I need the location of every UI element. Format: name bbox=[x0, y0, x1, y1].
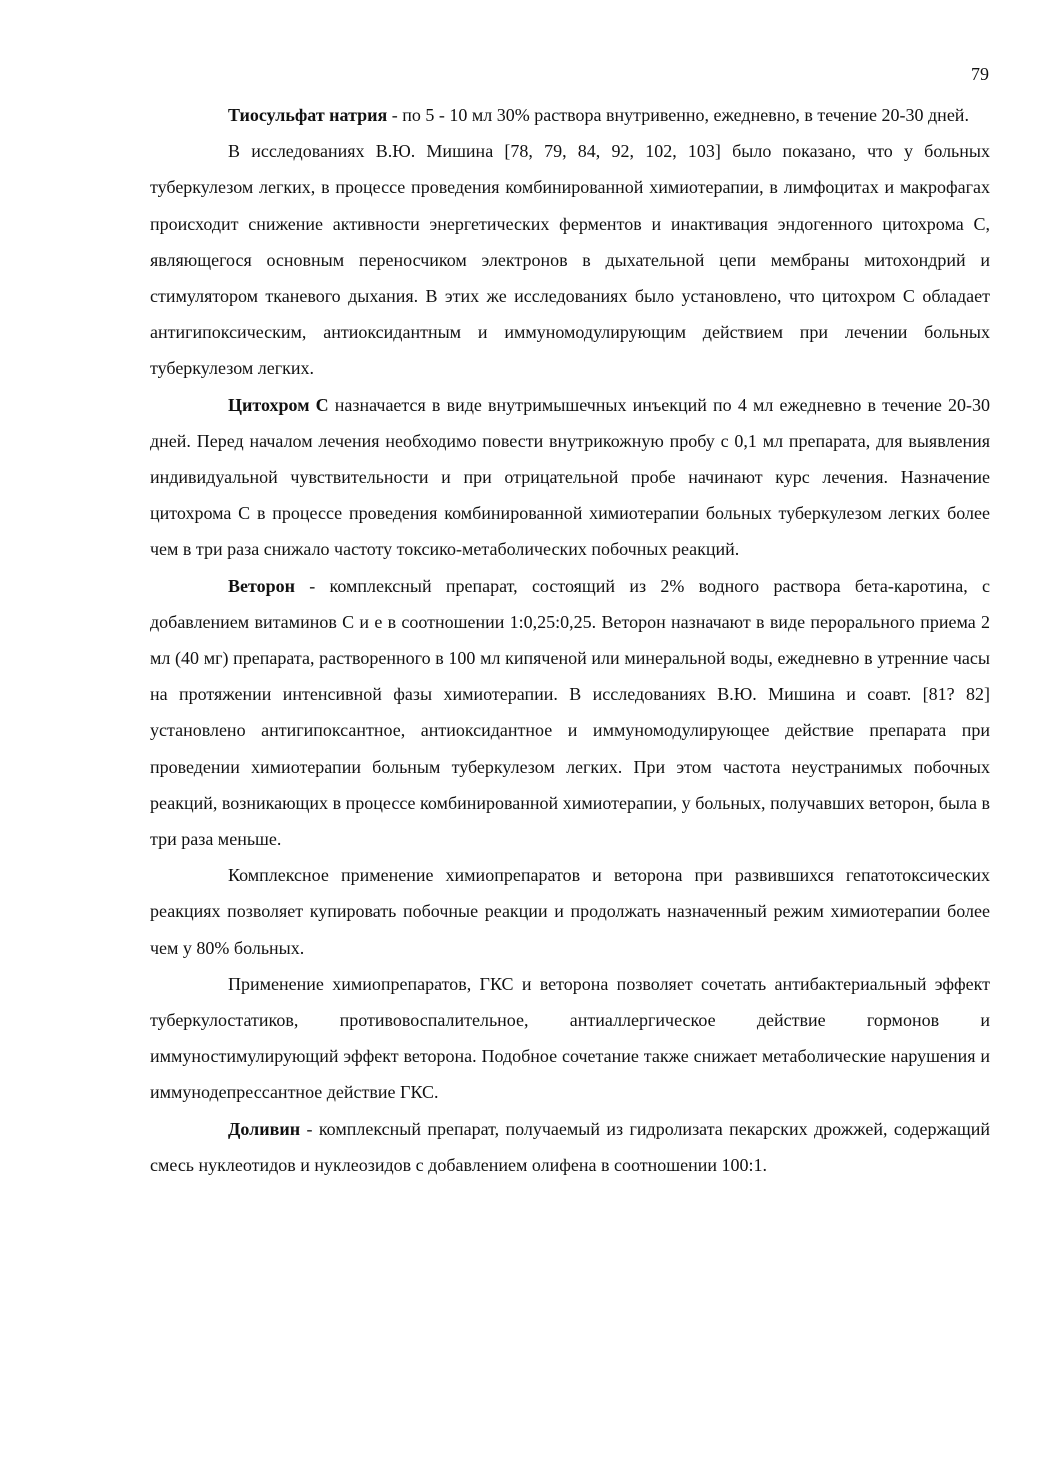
paragraph-text: - по 5 - 10 мл 30% раствора внутривенно, ежедневно, в течение 20-30 дней. bbox=[387, 105, 969, 125]
drug-name-sodium-thiosulfate: Тиосульфат натрия bbox=[228, 105, 388, 125]
paragraph-text: назначается в виде внутримышечных инъекций по 4 мл ежедневно в течение 20-30 дней. Перед началом лечения необходимо повести внутрикожную пробу с 0,1 мл препарата, для выявления индивидуальной чувствительности и при отрицательной пробе начинают курс лечения. Назначение цитохрома С в процессе проведения комбинированной химиотерапии больных туберкулезом легких более чем в три раза снижало частоту токсико-метаболических побочных реакций. bbox=[150, 394, 990, 560]
drug-name-veteron: Веторон bbox=[228, 575, 295, 596]
paragraph-cytochrome-c bbox=[150, 387, 990, 568]
paragraph-text: В исследованиях В.Ю. Мишина [78, 79, 84, 92, 102, 103] было показано, что у больных туберкулезом легких, в процессе проведения комбинированной химиотерапии, в лимфоцитах и макрофагах происходит снижение активности энергетических ферментов и инактивация эндогенного цитохрома С, являющегося основным переносчиком электронов в дыхательной цепи мембраны митохондрий и стимулятором тканевого дыхания. В этих же исследованиях было установлено, что цитохром С обладает антигипоксическим, антиоксидантным и иммуномодулирующим действием при лечении больных туберкулезом легких. bbox=[150, 141, 990, 379]
paragraph-text: - комплексный препарат, получаемый из гидролизата пекарских дрожжей, содержащий смесь нуклеотидов и нуклеозидов с добавлением олифена в соотношении 100:1. bbox=[150, 1118, 990, 1175]
paragraph-mishin-research bbox=[150, 133, 990, 386]
paragraph-dolivin bbox=[150, 1111, 990, 1183]
document-body bbox=[150, 97, 990, 1183]
paragraph-veteron bbox=[150, 568, 990, 858]
paragraph-complex-application bbox=[150, 857, 990, 966]
paragraph-combination-gks bbox=[150, 966, 990, 1111]
drug-name-dolivin: Доливин bbox=[228, 1118, 301, 1139]
page-number: 79 bbox=[971, 64, 989, 84]
paragraph-sodium-thiosulfate bbox=[150, 97, 990, 133]
paragraph-text: - комплексный препарат, состоящий из 2% водного раствора бета-каротина, с добавлением витаминов С и е в соотношении 1:0,25:0,25. Веторон назначают в виде перорального приема 2 мл (40 мг) препарата, растворенного в 100 мл кипяченой или минеральной воды, ежедневно в утренние часы на протяжении интенсивной фазы химиотерапии. В исследованиях В.Ю. Мишина и соавт. [81? 82] установлено антигипоксантное, антиоксидантное и иммуномодулирующее действие препарата при проведении химиотерапии больным туберкулезом легких. При этом частота неустранимых побочных реакций, возникающих в процессе комбинированной химиотерапии, у больных, получавших веторон, была в три раза меньше. bbox=[150, 575, 990, 850]
drug-name-cytochrome-c: Цитохром С bbox=[228, 394, 329, 415]
paragraph-text: Применение химиопрепаратов, ГКС и веторона позволяет сочетать антибактериальный эффект туберкулостатиков, противовоспалительное, антиаллергическое действие гормонов и иммуностимулирующий эффект веторона. Подобное сочетание также снижает метаболические нарушения и иммунодепрессантное действие ГКС. bbox=[150, 973, 990, 1103]
paragraph-text: Комплексное применение химиопрепаратов и веторона при развившихся гепатотоксических реакциях позволяет купировать побочные реакции и продолжать назначенный режим химиотерапии более чем у 80% больных. bbox=[150, 865, 990, 958]
